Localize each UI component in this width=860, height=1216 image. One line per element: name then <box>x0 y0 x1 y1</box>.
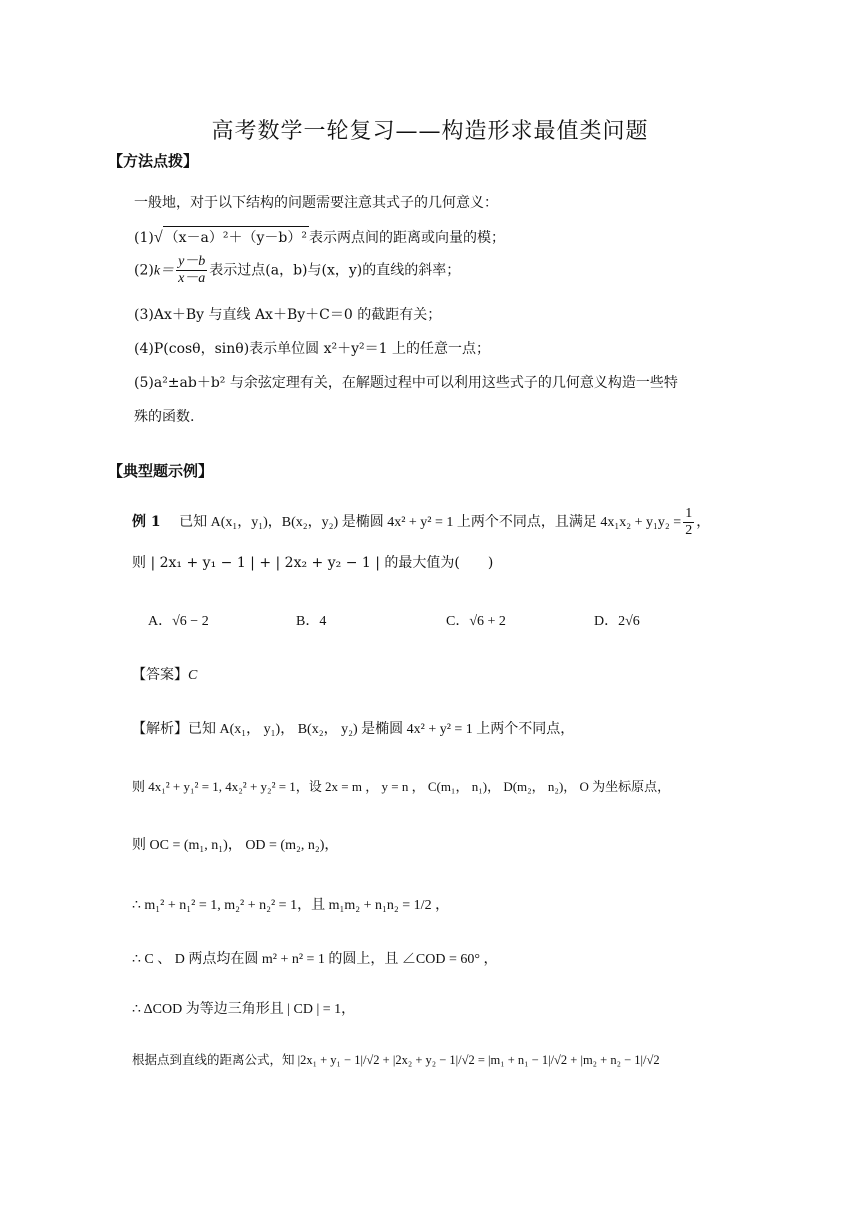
sqrt-expression: （x－a）²＋（y－b）² <box>163 226 309 247</box>
option-a[interactable] <box>148 610 209 630</box>
item-prefix: (2) <box>134 262 154 279</box>
example-text-end: ， <box>696 514 711 530</box>
analysis-line-5: ∴ C 、 D 两点均在圆 m² + n² = 1 的圆上，且 ∠COD = 60° ， <box>132 952 498 967</box>
item-prefix: (5) <box>134 375 154 391</box>
option-value: √6 − 2 <box>172 614 209 629</box>
option-label: B． <box>296 614 320 629</box>
fraction-numerator: 1 <box>685 506 693 521</box>
method-item-5-cont <box>134 406 194 426</box>
example-fraction <box>683 506 694 539</box>
method-item-4 <box>134 338 490 358</box>
option-c[interactable] <box>446 610 506 630</box>
method-item-3 <box>134 304 441 324</box>
method-intro: 一般地，对于以下结构的问题需要注意其式子的几何意义： <box>134 195 498 211</box>
item-text: Ax＋By 与直线 Ax＋By＋C＝0 的截距有关； <box>153 307 442 323</box>
example-text: 已知 A(x₁，y₁)，B(x₂，y₂) 是椭圆 4x² + y² = 1 上两个不同点，且满足 4x₁x₂ + y₁y₂ = <box>179 515 682 530</box>
item-text: P(cosθ，sinθ)表示单位圆 x²＋y²＝1 上的任意一点； <box>153 341 491 357</box>
analysis-line-2: 则 4x₁² + y₁² = 1, 4x₂² + y₂² = 1，设 2x = m ， y = n ， C(m₁， n₁)， D(m₂， n₂)， O 为坐标原点， <box>132 779 671 794</box>
item-prefix: (4) <box>134 341 154 357</box>
page-title: 高考数学一轮复习——构造形求最值类问题 <box>211 119 649 144</box>
option-value: 2√6 <box>618 614 640 629</box>
item-text: 表示两点间的距离或向量的模； <box>308 230 505 246</box>
section-heading-examples: 【典型题示例】 <box>108 462 214 480</box>
answer-line <box>132 664 197 684</box>
analysis-text: 已知 A(x₁， y₁)， B(x₂， y₂) 是椭圆 4x² + y² = 1 上两个不同点， <box>188 722 575 737</box>
fraction-denominator: 2 <box>685 523 693 538</box>
example-label: 例 1 <box>132 514 161 530</box>
slope-lhs: k＝ <box>153 263 175 279</box>
section-heading-method: 【方法点拨】 <box>108 152 199 170</box>
option-b[interactable] <box>296 610 326 630</box>
example-1-statement <box>132 506 710 539</box>
item-prefix: (1) <box>134 230 154 246</box>
item-text: a²±ab＋b² 与余弦定理有关，在解题过程中可以利用这些式子的几何意义构造一些特 <box>153 375 678 391</box>
fraction-numerator: y－b <box>178 254 206 269</box>
analysis-line-4: ∴ m₁² + n₁² = 1, m₂² + n₂² = 1，且 m₁m₂ + n₁n₂ = 1/2 ， <box>132 898 450 913</box>
method-item-1: (1)√ （x－a）²＋（y－b）² 表示两点间的距离或向量的模； <box>134 226 505 247</box>
option-label: C． <box>446 614 470 629</box>
example-1-question: 则 | 2x₁ + y₁ − 1 | + | 2x₂ + y₂ − 1 | 的最大值为( ) <box>132 555 494 571</box>
option-value: √6 + 2 <box>469 614 506 629</box>
option-value: 4 <box>319 614 327 629</box>
analysis-line-1 <box>132 718 574 738</box>
method-item-5 <box>134 372 678 392</box>
analysis-line-7: 根据点到直线的距离公式，知 |2x₁ + y₁ − 1|/√2 + |2x₂ + y₂ − 1|/√2 = |m₁ + n₁ − 1|/√2 + |m₂ + n₂ − 1|/√2 <box>132 1053 660 1067</box>
item-text: 殊的函数. <box>134 409 195 425</box>
answer-label: 【答案】 <box>132 667 188 683</box>
analysis-label: 【解析】 <box>132 721 188 737</box>
method-item-2 <box>134 254 460 287</box>
option-label: A． <box>148 614 173 629</box>
item-text: 表示过点(a，b)与(x，y)的直线的斜率； <box>209 262 461 279</box>
answer-value: C <box>188 668 198 683</box>
item-prefix: (3) <box>134 307 154 323</box>
fraction-denominator: x－a <box>178 271 206 286</box>
analysis-line-3: 则 OC = (m₁, n₁)， OD = (m₂, n₂)， <box>132 838 339 853</box>
slope-fraction <box>176 254 207 287</box>
option-label: D． <box>594 614 619 629</box>
analysis-line-6: ∴ ΔCOD 为等边三角形且 | CD | = 1， <box>132 1002 356 1017</box>
option-d[interactable] <box>594 610 640 630</box>
